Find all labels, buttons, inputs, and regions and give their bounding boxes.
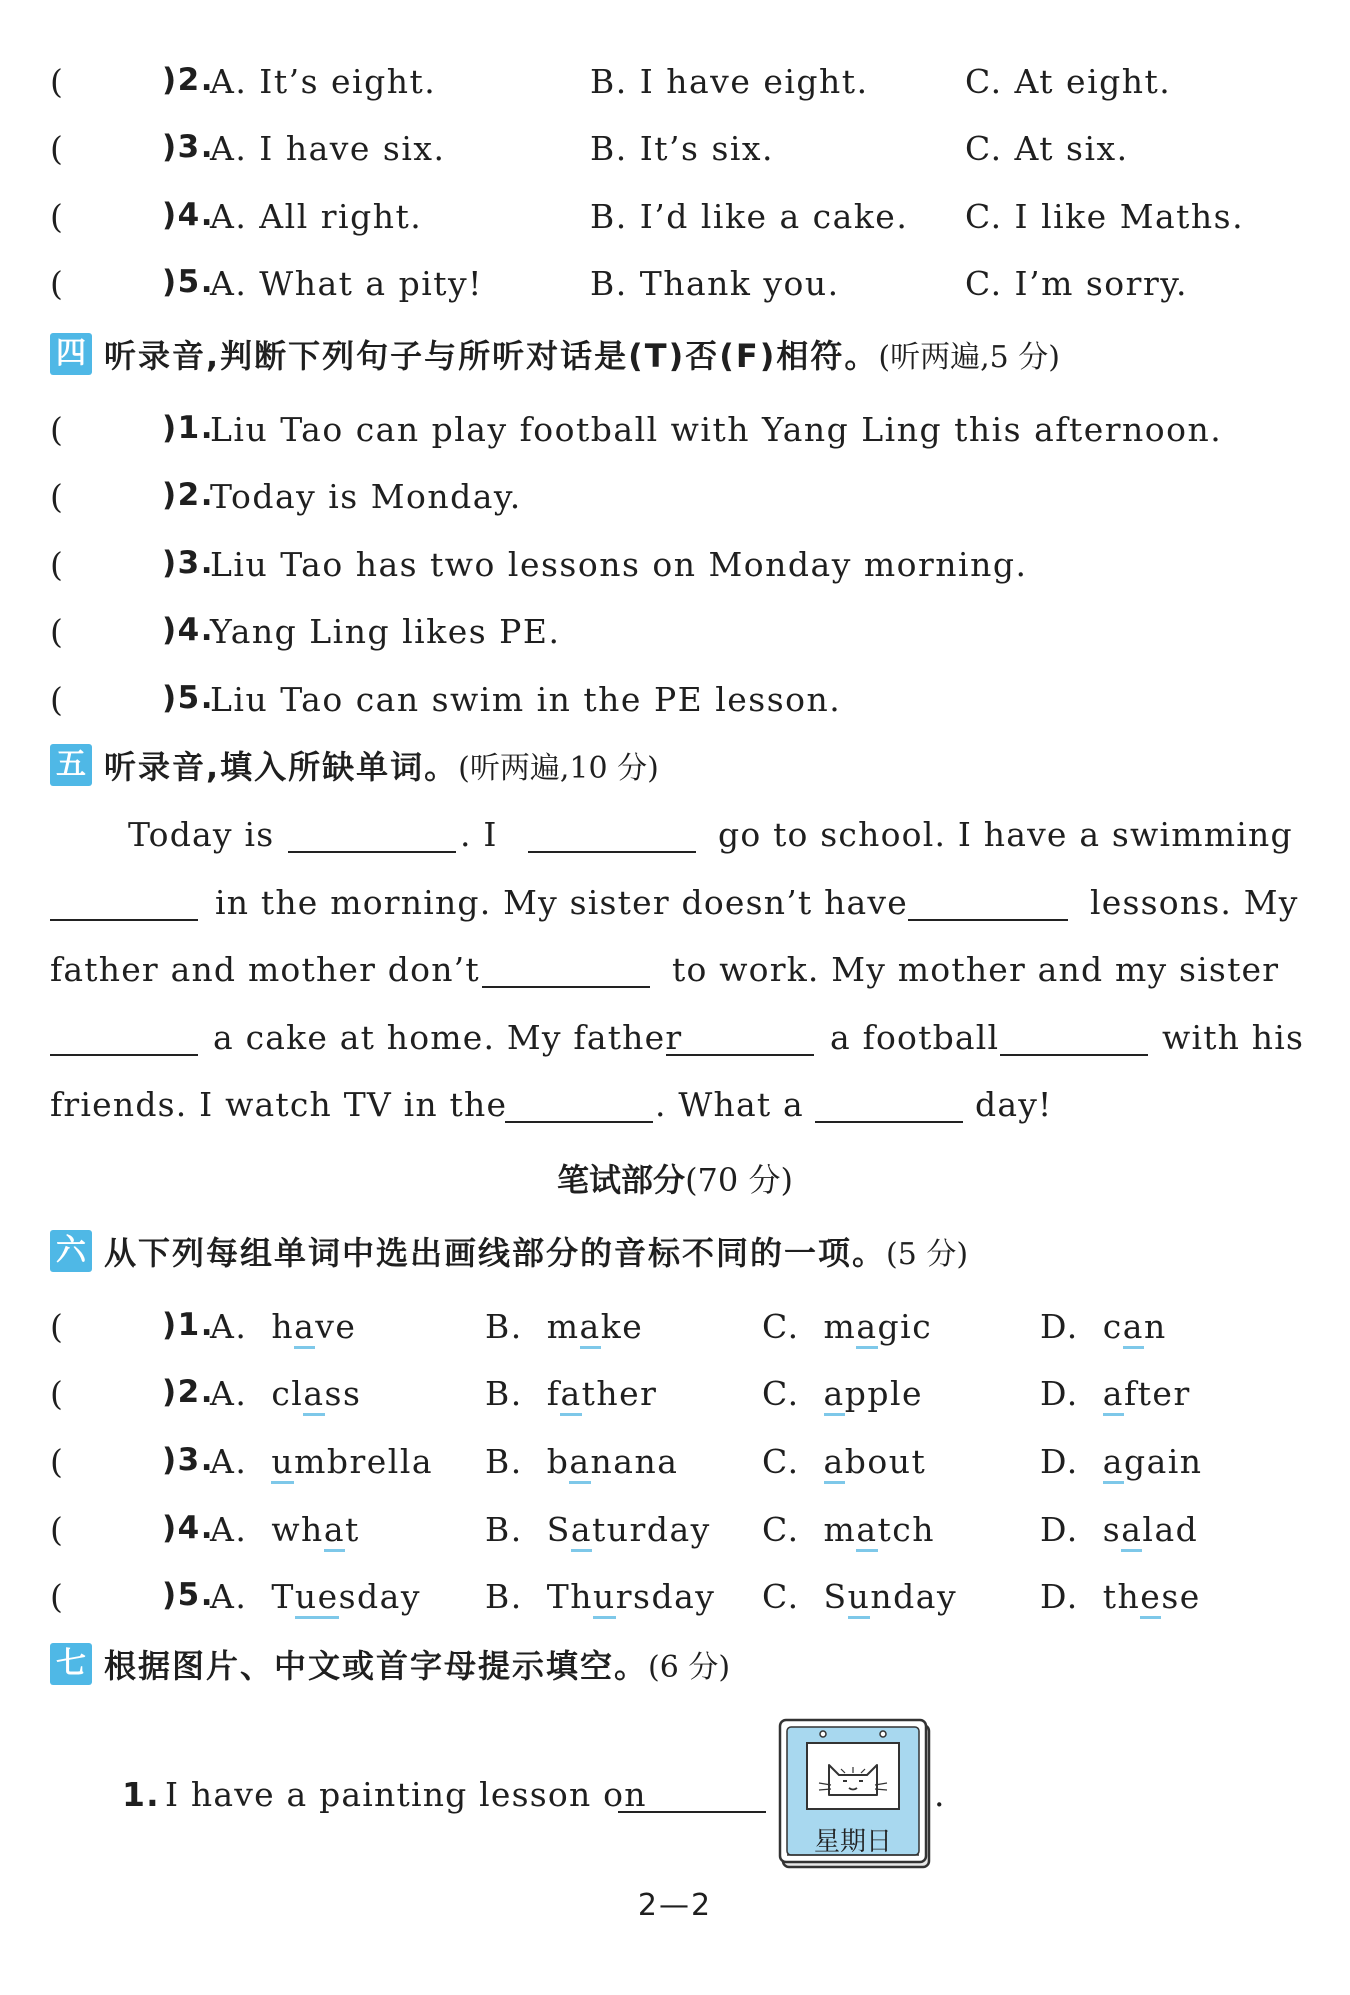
question-row — [50, 535, 1300, 595]
option-letter: A. — [210, 1307, 272, 1346]
word-part: turday — [592, 1510, 711, 1549]
word-part: gic — [877, 1307, 933, 1346]
section-heading-4 — [50, 331, 1060, 379]
option-c: C. I like Maths. — [965, 197, 1245, 236]
section-badge: 五 — [50, 744, 92, 786]
question-row — [50, 1500, 1300, 1560]
question-end: . — [934, 1775, 946, 1814]
option-letter: A. — [210, 1442, 272, 1481]
word-part: ke — [600, 1307, 644, 1346]
option-letter: D. — [1040, 1307, 1103, 1346]
answer-paren-open: ( — [50, 477, 65, 516]
option-letter: B. — [485, 1374, 547, 1413]
word-part: se — [1161, 1577, 1201, 1616]
underlined-letters: u — [848, 1577, 871, 1619]
option-letter: B. — [485, 1510, 547, 1549]
word-part: T — [271, 1577, 295, 1616]
answer-paren-open: ( — [50, 1442, 65, 1481]
option-d — [1040, 1510, 1198, 1549]
word-part: S — [823, 1577, 848, 1616]
option-letter: A. — [210, 1374, 272, 1413]
word-part: c — [1102, 1307, 1123, 1346]
answer-paren-open: ( — [50, 62, 65, 101]
word-part: pple — [844, 1374, 924, 1413]
option-a: A. It’s eight. — [210, 62, 437, 101]
word-part: bout — [844, 1442, 927, 1481]
calendar-picture — [777, 1717, 935, 1872]
question-row — [50, 400, 1300, 460]
question-row — [50, 1297, 1300, 1357]
underlined-letters: u — [271, 1442, 294, 1484]
option-b: B. It’s six. — [590, 129, 775, 168]
answer-paren-open: ( — [50, 410, 65, 449]
fill-blank[interactable] — [505, 1087, 653, 1123]
option-b — [485, 1374, 657, 1413]
option-letter: A. — [210, 1510, 272, 1549]
option-letter: D. — [1040, 1442, 1103, 1481]
fill-blank[interactable] — [482, 952, 650, 988]
option-a: A. I have six. — [210, 129, 446, 168]
option-d — [1040, 1307, 1167, 1346]
question-number: )2. — [162, 1374, 215, 1410]
option-d — [1040, 1577, 1201, 1616]
question-number: )4. — [162, 197, 215, 233]
option-letter: D. — [1040, 1510, 1103, 1549]
fill-blank[interactable] — [50, 1020, 198, 1056]
question-number: )2. — [162, 62, 215, 98]
word-part: nana — [590, 1442, 679, 1481]
word-part: S — [546, 1510, 571, 1549]
option-b — [485, 1577, 715, 1616]
question-number: )4. — [162, 1510, 215, 1546]
option-a — [210, 1307, 356, 1346]
question-number: )2. — [162, 477, 215, 513]
option-d — [1040, 1374, 1191, 1413]
word-part: fter — [1123, 1374, 1191, 1413]
underlined-letters: a — [294, 1307, 315, 1349]
question-number: )1. — [162, 1307, 215, 1343]
question-number: )5. — [162, 680, 215, 716]
question-row — [50, 52, 1300, 112]
word-part: Th — [546, 1577, 593, 1616]
underlined-letters: a — [324, 1510, 345, 1552]
section-heading-7 — [50, 1641, 730, 1689]
option-b: B. I’d like a cake. — [590, 197, 909, 236]
option-letter: B. — [485, 1577, 547, 1616]
answer-paren-open: ( — [50, 612, 65, 651]
word-part: rsday — [615, 1577, 716, 1616]
underlined-letters: e — [1140, 1577, 1161, 1619]
option-letter: B. — [485, 1442, 547, 1481]
option-b: B. Thank you. — [590, 264, 840, 303]
word-part: sday — [338, 1577, 422, 1616]
option-a: A. What a pity! — [210, 264, 483, 303]
question-number: )3. — [162, 1442, 215, 1478]
answer-paren-open: ( — [50, 1374, 65, 1413]
option-letter: C. — [762, 1307, 824, 1346]
question-row — [50, 670, 1300, 730]
fill-blank[interactable] — [618, 1777, 766, 1813]
option-b — [485, 1307, 643, 1346]
section-title: 听录音,填入所缺单词。 — [104, 748, 459, 786]
option-letter: B. — [485, 1307, 547, 1346]
question-row — [50, 119, 1300, 179]
answer-paren-open: ( — [50, 545, 65, 584]
section-title: 根据图片、中文或首字母提示填空。 — [104, 1647, 649, 1685]
option-letter: D. — [1040, 1577, 1103, 1616]
option-c — [762, 1307, 932, 1346]
section-heading-6 — [50, 1228, 968, 1276]
underlined-letters: a — [856, 1307, 877, 1349]
underlined-letters: a — [824, 1442, 845, 1484]
question-number: )4. — [162, 612, 215, 648]
option-b: B. I have eight. — [590, 62, 869, 101]
question-row — [50, 1364, 1300, 1424]
question-number: )5. — [162, 264, 215, 300]
fill-blank[interactable] — [908, 885, 1068, 921]
section-title: 从下列每组单词中选出画线部分的音标不同的一项。 — [104, 1234, 887, 1272]
question-row — [50, 1432, 1300, 1492]
written-part-title: 笔试部分(70 分) — [557, 1161, 793, 1199]
statement-text: Liu Tao can swim in the PE lesson. — [210, 680, 842, 719]
question-row — [50, 602, 1300, 662]
word-part: nday — [870, 1577, 958, 1616]
answer-paren-open: ( — [50, 264, 65, 303]
word-part: cl — [271, 1374, 304, 1413]
section-note: (6 分) — [648, 1650, 731, 1685]
underlined-letters: a — [1103, 1442, 1124, 1484]
word-part: m — [823, 1510, 857, 1549]
option-letter: C. — [762, 1442, 824, 1481]
underlined-letters: a — [1103, 1374, 1124, 1416]
question-text: I have a painting lesson on — [165, 1775, 647, 1814]
word-part: m — [546, 1307, 580, 1346]
option-letter: A. — [210, 1577, 272, 1616]
word-part: t — [345, 1510, 360, 1549]
option-letter: D. — [1040, 1374, 1103, 1413]
word-part: mbrella — [294, 1442, 434, 1481]
statement-text: Yang Ling likes PE. — [210, 612, 561, 651]
word-part: tch — [877, 1510, 936, 1549]
option-letter: C. — [762, 1374, 824, 1413]
question-number: )5. — [162, 1577, 215, 1613]
option-d — [1040, 1442, 1203, 1481]
underlined-letters: a — [571, 1510, 592, 1552]
option-letter: C. — [762, 1510, 824, 1549]
question-number: 1. — [122, 1775, 160, 1814]
word-part: b — [546, 1442, 570, 1481]
section-heading-5 — [50, 742, 659, 790]
fill-blank[interactable] — [666, 1020, 814, 1056]
section-badge: 七 — [50, 1643, 92, 1685]
answer-paren-open: ( — [50, 1577, 65, 1616]
option-b — [485, 1510, 711, 1549]
word-part: lad — [1142, 1510, 1199, 1549]
question-row — [50, 1567, 1300, 1627]
option-a — [210, 1442, 433, 1481]
word-part: s — [1102, 1510, 1122, 1549]
page-number: 2—2 — [637, 1888, 713, 1923]
fill-blank[interactable] — [288, 817, 456, 853]
option-a — [210, 1510, 360, 1549]
word-part: ss — [324, 1374, 362, 1413]
option-b — [485, 1442, 678, 1481]
section-badge: 六 — [50, 1230, 92, 1272]
underlined-letters: u — [593, 1577, 616, 1619]
word-part: m — [823, 1307, 857, 1346]
word-part: gain — [1123, 1442, 1203, 1481]
option-a: A. All right. — [210, 197, 423, 236]
option-a — [210, 1577, 421, 1616]
statement-text: Liu Tao can play football with Yang Ling this afternoon. — [210, 410, 1223, 449]
question-row — [50, 187, 1300, 247]
section-note: (听两遍,10 分) — [458, 751, 659, 786]
option-c: C. I’m sorry. — [965, 264, 1188, 303]
option-c — [762, 1510, 935, 1549]
option-c — [762, 1374, 923, 1413]
answer-paren-open: ( — [50, 129, 65, 168]
answer-paren-open: ( — [50, 680, 65, 719]
section-badge: 四 — [50, 333, 92, 375]
underlined-letters: a — [303, 1374, 324, 1416]
word-part: h — [271, 1307, 295, 1346]
question-row — [50, 254, 1300, 314]
underlined-letters: a — [824, 1374, 845, 1416]
fill-blank[interactable] — [815, 1087, 963, 1123]
fill-question-1 — [50, 1775, 1300, 1835]
calendar-label: 星期日 — [813, 1827, 892, 1857]
section-note: (5 分) — [886, 1237, 969, 1272]
word-part: wh — [271, 1510, 324, 1549]
answer-paren-open: ( — [50, 197, 65, 236]
section-title: 听录音,判断下列句子与所听对话是(T)否(F)相符。 — [104, 337, 879, 375]
underlined-letters: a — [580, 1307, 601, 1349]
answer-paren-open: ( — [50, 1510, 65, 1549]
fill-blank[interactable] — [528, 817, 696, 853]
option-c — [762, 1577, 957, 1616]
word-part: n — [1143, 1307, 1167, 1346]
worksheet-page: ( )2. A. It’s eight. B. I have eight. C. At eight. ( )3. A. I have six. B. It’s six. C. At six. ( )4. A. All right. B. I’d like a cake. C. I like Maths. ( )5. A. What a pity! B. Thank you. C. I’m sorry. 四 听录音,判断下列句子与所听对话是(T)否(F)相符。(听两遍,5 分) ( )1. Liu Tao can play football with Yang Ling this afternoon. ( )2. Today is Monday. ( )3. Liu Tao has two lessons on Monday morning. ( )4. Yang Ling likes PE. ( )5. Liu Tao can swim in the PE lesson. 五 听录音,填入所缺单词。(听两遍,10 分) Today is . I go to school. I have a swimming in the morning. My sister doesn’t have lessons. My father and mother don’t to work. My mother and my sister a cake at home. My father a football with his friends. I watch TV in the . What a day! 笔试部分(70 分) 六 从下列每组单词中选出画线部分的音标不同的一项。(5 分) ( )1. A. have B. make C. magic D. can ( )2. A. class B. father C. apple D. after ( )3. A. umbrella B. banana C. about D. again ( )4. A. what B. Saturday C. match D. salad ( )5. A. Tuesday B. Thursday C. Sunday D. these 七 根据图片、中文或首字母提示填空。(6 分) 1. I have a painting lesson on . 星期日 2—2 — [0, 0, 1350, 1995]
question-number: )1. — [162, 410, 215, 446]
underlined-letters: ue — [295, 1577, 339, 1619]
question-number: )3. — [162, 129, 215, 165]
question-number: )3. — [162, 545, 215, 581]
option-c — [762, 1442, 926, 1481]
underlined-letters: a — [560, 1374, 581, 1416]
word-part: th — [1102, 1577, 1141, 1616]
underlined-letters: a — [1123, 1307, 1144, 1349]
statement-text: Today is Monday. — [210, 477, 522, 516]
section-note: (听两遍,5 分) — [878, 340, 1060, 375]
fill-blank[interactable] — [50, 885, 198, 921]
option-letter: C. — [762, 1577, 824, 1616]
question-row — [50, 467, 1300, 527]
statement-text: Liu Tao has two lessons on Monday morning. — [210, 545, 1028, 584]
option-c: C. At six. — [965, 129, 1129, 168]
word-part: ther — [581, 1374, 658, 1413]
underlined-letters: a — [856, 1510, 877, 1552]
underlined-letters: a — [1121, 1510, 1142, 1552]
option-a — [210, 1374, 361, 1413]
option-c: C. At eight. — [965, 62, 1172, 101]
underlined-letters: a — [569, 1442, 590, 1484]
answer-paren-open: ( — [50, 1307, 65, 1346]
fill-blank[interactable] — [1000, 1020, 1148, 1056]
word-part: f — [546, 1374, 561, 1413]
word-part: ve — [315, 1307, 357, 1346]
